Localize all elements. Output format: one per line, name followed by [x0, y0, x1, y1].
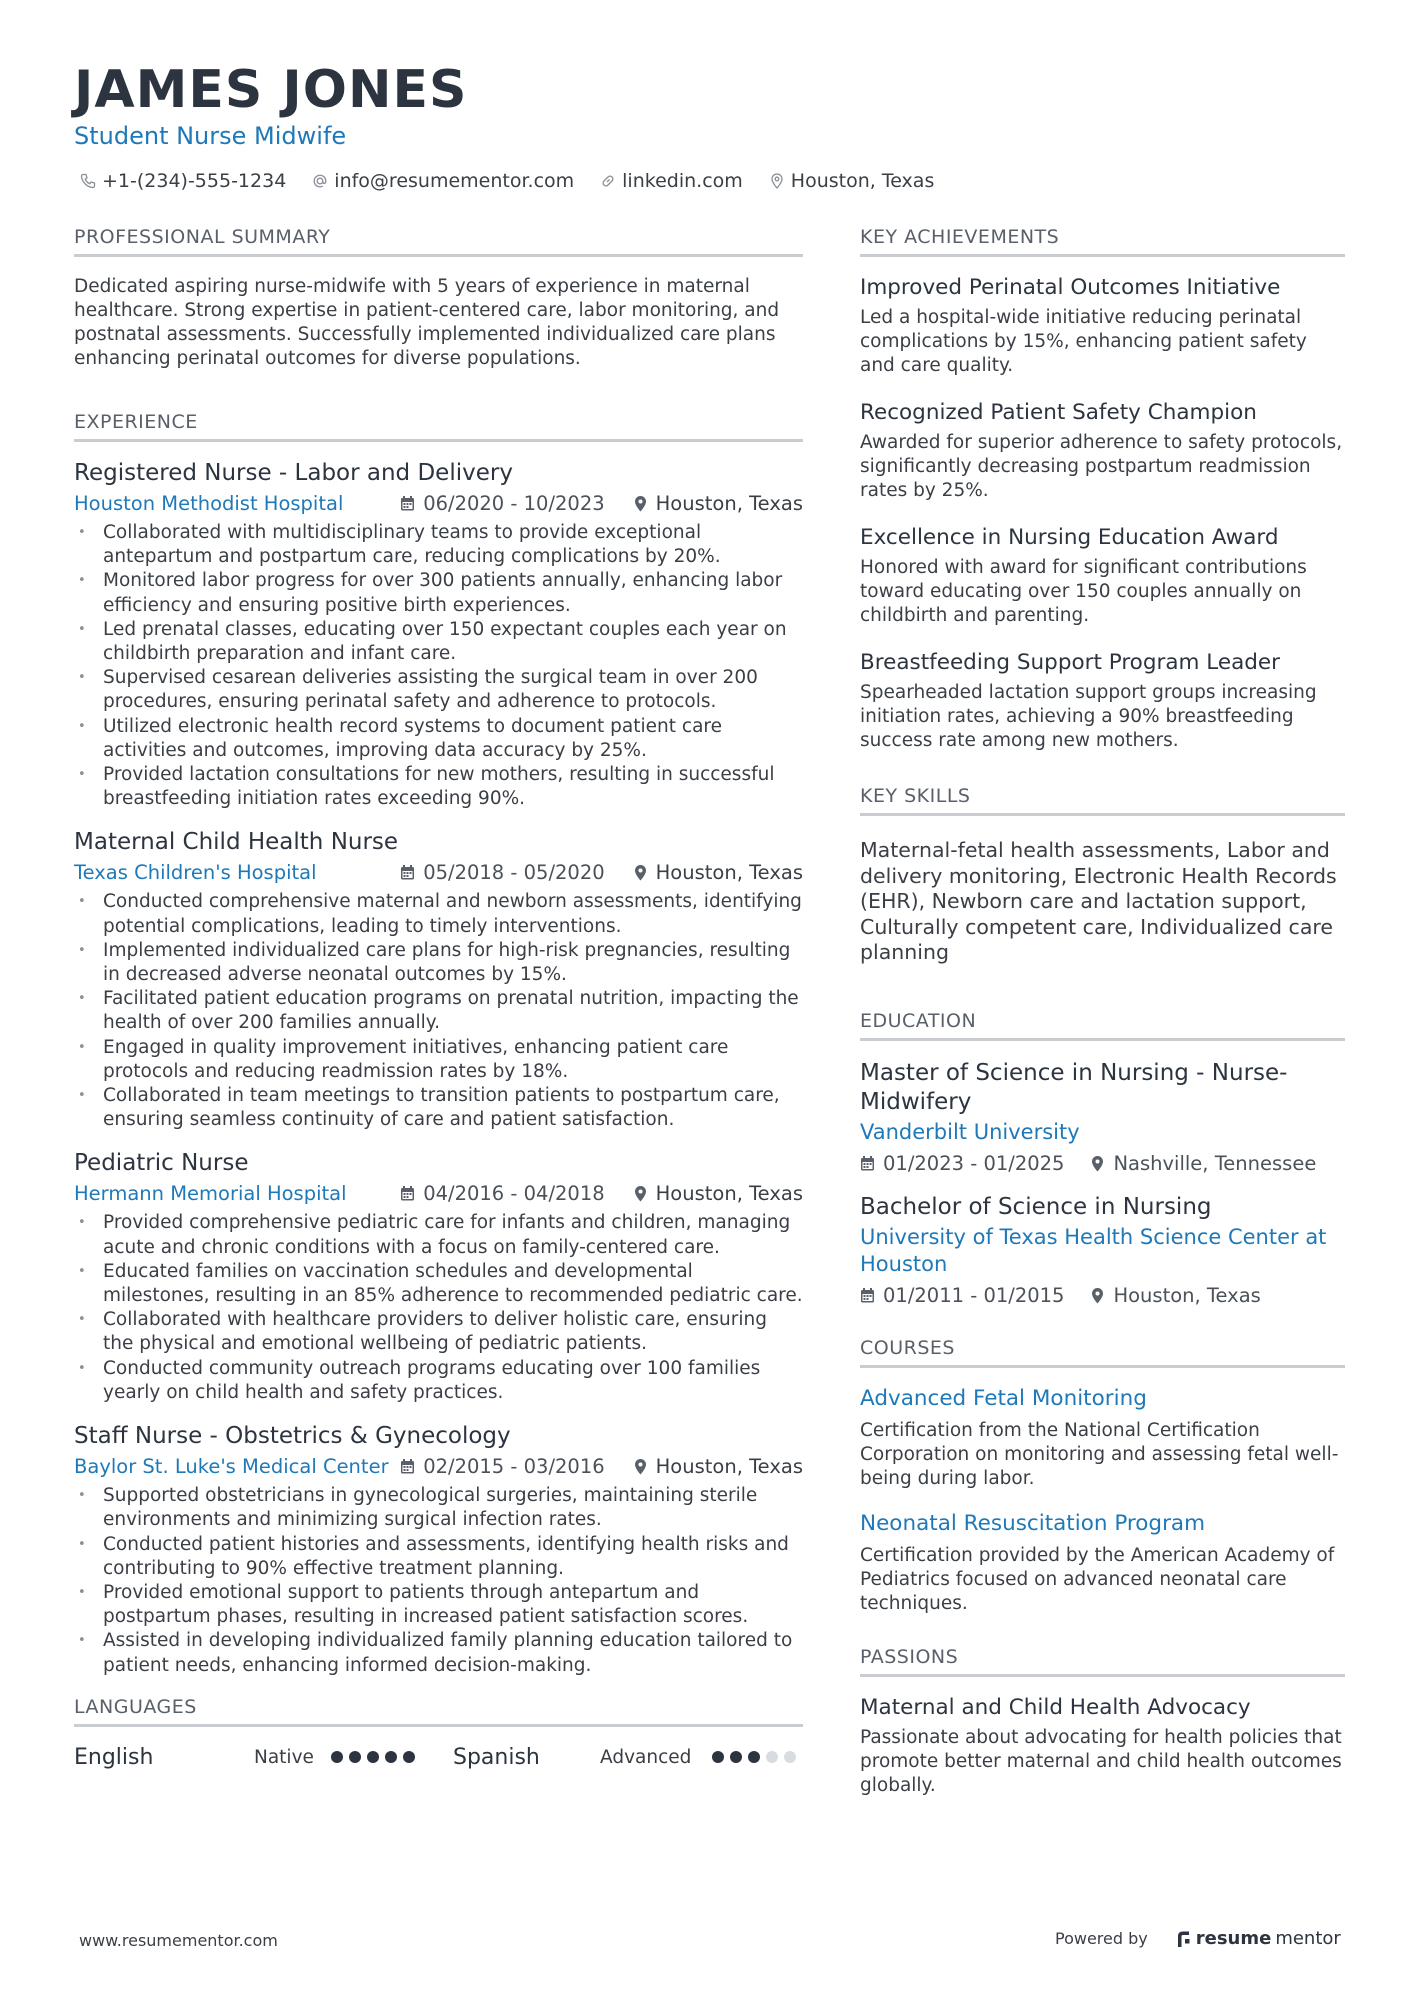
achievement-item [860, 400, 1345, 503]
rating-dot [331, 1751, 343, 1763]
rating-dot [367, 1751, 379, 1763]
passion-desc: Passionate about advocating for health policies that promote better maternal and child health outcomes globally. [860, 1726, 1342, 1796]
section-title-skills: KEY SKILLS [860, 785, 1345, 816]
language-level: Native [254, 1746, 314, 1768]
job-meta [74, 1455, 803, 1478]
section-title-education: EDUCATION [860, 1010, 1345, 1041]
footer-website[interactable]: www.resumementor.com [79, 1931, 278, 1950]
experience-item [74, 1423, 803, 1678]
calendar-icon [860, 1287, 875, 1304]
calendar-icon [860, 1155, 875, 1172]
calendar-icon [400, 495, 415, 512]
course-desc: Certification provided by the American Academy of Pediatrics focused on advanced neonatal care techniques. [860, 1544, 1335, 1614]
job-bullet: • Collaborated in team meetings to transition patients to postpartum care, ensuring seamless continuity of care and patient satisfaction. [74, 1084, 803, 1132]
job-bullet: • Conducted patient histories and assessments, identifying health risks and contributing to 90% effective treatment planning. [74, 1533, 803, 1581]
education-school[interactable]: Vanderbilt University [860, 1119, 1080, 1144]
job-dates-text: 05/2018 - 05/2020 [423, 861, 605, 885]
achievement-item [860, 525, 1345, 628]
rating-dot [748, 1751, 760, 1763]
education-list [860, 1059, 1345, 1307]
course-title[interactable]: Advanced Fetal Monitoring [860, 1385, 1147, 1411]
job-location-text: Houston, Texas [655, 492, 803, 515]
passion-title: Maternal and Child Health Advocacy [860, 1694, 1251, 1720]
job-bullet: • Supported obstetricians in gynecological surgeries, maintaining sterile environments and minimizing surgical infection rates. [74, 1484, 803, 1532]
job-meta [74, 1182, 803, 1205]
education-location [1090, 1152, 1316, 1175]
achievements-list [860, 275, 1345, 753]
at-icon [312, 173, 328, 189]
brand-logo-icon [1176, 1930, 1192, 1948]
language-level: Advanced [600, 1746, 692, 1768]
link-icon [600, 173, 616, 189]
powered-by-text: Powered by [1055, 1929, 1148, 1948]
job-location-text: Houston, Texas [655, 861, 803, 885]
passions-list [860, 1695, 1345, 1798]
contact-linkedin[interactable] [600, 170, 743, 192]
job-bullet: • Monitored labor progress for over 300 patients annually, enhancing labor efficiency and ensuring positive birth experiences. [74, 569, 803, 617]
job-bullet: • Led prenatal classes, educating over 150 expectant couples each year on childbirth preparation and infant care. [74, 618, 803, 666]
achievement-item [860, 650, 1345, 753]
job-dates-text: 02/2015 - 03/2016 [423, 1455, 605, 1479]
job-bullet: • Supervised cesarean deliveries assisting the surgical team in over 200 procedures, ensuring perinatal safety and adherence to protocols. [74, 666, 803, 714]
education-meta [860, 1152, 1345, 1175]
rating-dot [784, 1751, 796, 1763]
job-company[interactable]: Houston Methodist Hospital [74, 492, 344, 515]
job-company[interactable]: Baylor St. Luke's Medical Center [74, 1455, 389, 1479]
rating-dot [766, 1751, 778, 1763]
job-bullet: • Collaborated with multidisciplinary teams to provide exceptional antepartum and postpartum care, reducing complications by 20%. [74, 521, 803, 569]
job-location [633, 1182, 803, 1205]
right-column [860, 226, 1345, 1798]
achievement-item [860, 275, 1345, 378]
job-location-text: Houston, Texas [655, 1455, 803, 1479]
phone-icon [80, 173, 96, 189]
education-item [860, 1059, 1345, 1175]
section-title-achievements: KEY ACHIEVEMENTS [860, 226, 1345, 257]
job-title: Pediatric Nurse [74, 1150, 249, 1177]
left-column [74, 226, 803, 1770]
calendar-icon [400, 1185, 415, 1202]
contact-phone[interactable] [80, 170, 286, 192]
rating-dot [349, 1751, 361, 1763]
map-pin-icon [633, 1458, 648, 1475]
rating-dot [712, 1751, 724, 1763]
courses-list [860, 1386, 1345, 1616]
achievement-title: Improved Perinatal Outcomes Initiative [860, 275, 1281, 300]
achievement-title: Breastfeeding Support Program Leader [860, 650, 1280, 675]
language-name: Spanish [453, 1744, 540, 1770]
achievement-title: Recognized Patient Safety Champion [860, 400, 1257, 425]
languages-list [74, 1745, 803, 1770]
achievement-desc: Led a hospital-wide initiative reducing perinatal complications by 15%, enhancing patient safety and care quality. [860, 307, 1307, 376]
experience-item [74, 829, 803, 1132]
job-bullet: • Educated families on vaccination schedules and developmental milestones, resulting in an 85% adherence to recommended pediatric care. [74, 1260, 803, 1308]
education-dates-text: 01/2011 - 01/2015 [883, 1283, 1065, 1307]
education-dates [860, 1284, 1064, 1307]
experience-list [74, 460, 803, 1678]
job-location-text: Houston, Texas [655, 1182, 803, 1206]
contact-email[interactable] [312, 170, 574, 192]
achievement-desc: Honored with award for significant contributions toward educating over 150 couples annually on childbirth and parenting. [860, 557, 1307, 626]
candidate-role: Student Nurse Midwife [74, 122, 347, 150]
job-bullet: • Collaborated with healthcare providers to deliver holistic care, ensuring the physical and emotional wellbeing of pediatric patients. [74, 1308, 803, 1356]
job-bullets [74, 1211, 803, 1405]
skills-text: Maternal-fetal health assessments, Labor and delivery monitoring, Electronic Health Records (EHR), Newborn care and lactation support, Culturally competent care, Individualized care planning [860, 838, 1337, 964]
map-pin-icon [1090, 1287, 1105, 1304]
education-item [860, 1193, 1345, 1307]
education-dates-text: 01/2023 - 01/2025 [883, 1151, 1065, 1175]
section-title-experience: EXPERIENCE [74, 411, 803, 442]
course-desc: Certification from the National Certification Corporation on monitoring and assessing fetal well-being during labor. [860, 1419, 1339, 1489]
job-title: Registered Nurse - Labor and Delivery [74, 460, 513, 486]
job-location [633, 1455, 803, 1478]
course-title[interactable]: Neonatal Resuscitation Program [860, 1510, 1206, 1536]
job-bullets [74, 890, 803, 1132]
section-title-languages: LANGUAGES [74, 1696, 803, 1727]
job-dates [400, 861, 604, 884]
course-item [860, 1511, 1345, 1616]
education-location-text: Houston, Texas [1113, 1283, 1261, 1307]
job-bullet: • Conducted comprehensive maternal and newborn assessments, identifying potential complications, leading to timely interventions. [74, 890, 803, 938]
job-bullet: • Provided comprehensive pediatric care for infants and children, managing acute and chronic conditions with a focus on family-centered care. [74, 1211, 803, 1259]
language-rating [712, 1751, 796, 1763]
passion-item [860, 1695, 1345, 1798]
map-pin-icon [769, 173, 785, 189]
job-dates-text: 06/2020 - 10/2023 [423, 492, 605, 515]
email-text: info@resumementor.com [334, 170, 575, 192]
experience-item [74, 1150, 803, 1405]
job-company[interactable]: Texas Children's Hospital [74, 861, 317, 885]
job-bullet: • Implemented individualized care plans for high-risk pregnancies, resulting in decreased adverse neonatal outcomes by 15%. [74, 939, 803, 987]
calendar-icon [400, 1458, 415, 1475]
education-school[interactable]: University of Texas Health Science Center at Houston [860, 1224, 1327, 1276]
calendar-icon [400, 864, 415, 881]
job-dates-text: 04/2016 - 04/2018 [423, 1182, 605, 1206]
job-title: Maternal Child Health Nurse [74, 829, 399, 856]
contact-location [769, 170, 935, 192]
job-dates [400, 492, 604, 515]
phone-text: +1-(234)-555-1234 [102, 170, 287, 192]
section-title-passions: PASSIONS [860, 1646, 1345, 1677]
job-bullet: • Provided lactation consultations for new mothers, resulting in successful breastfeeding initiation rates exceeding 90%. [74, 763, 803, 811]
rating-dot [385, 1751, 397, 1763]
job-bullet: • Assisted in developing individualized family planning education tailored to patient needs, enhancing informed decision-making. [74, 1629, 803, 1677]
job-dates [400, 1182, 604, 1205]
education-location-text: Nashville, Tennessee [1113, 1151, 1317, 1175]
map-pin-icon [633, 1185, 648, 1202]
language-name: English [74, 1744, 154, 1770]
rating-dot [730, 1751, 742, 1763]
map-pin-icon [1090, 1155, 1105, 1172]
job-location [633, 861, 803, 884]
job-bullet: • Utilized electronic health record systems to document patient care activities and outcomes, improving data accuracy by 25%. [74, 715, 803, 763]
job-location [633, 492, 803, 515]
rating-dot [403, 1751, 415, 1763]
job-bullet: • Provided emotional support to patients through antepartum and postpartum phases, resulting in increased patient satisfaction scores. [74, 1581, 803, 1629]
job-company[interactable]: Hermann Memorial Hospital [74, 1182, 347, 1206]
location-text: Houston, Texas [790, 170, 935, 192]
job-bullet: • Engaged in quality improvement initiatives, enhancing patient care protocols and reducing readmission rates by 18%. [74, 1036, 803, 1084]
education-meta [860, 1284, 1345, 1307]
map-pin-icon [633, 864, 648, 881]
education-dates [860, 1152, 1064, 1175]
education-degree: Master of Science in Nursing - Nurse-Midwifery [860, 1059, 1288, 1115]
achievement-desc: Awarded for superior adherence to safety protocols, significantly decreasing postpartum readmission rates by 25%. [860, 432, 1343, 501]
education-degree: Bachelor of Science in Nursing [860, 1193, 1212, 1220]
map-pin-icon [633, 495, 648, 512]
job-bullets [74, 521, 803, 811]
education-location [1090, 1284, 1260, 1307]
job-bullet: • Facilitated patient education programs on prenatal nutrition, impacting the health of over 200 families annually. [74, 987, 803, 1035]
brand-name-light: mentor [1275, 1928, 1341, 1949]
section-title-courses: COURSES [860, 1337, 1345, 1368]
achievement-title: Excellence in Nursing Education Award [860, 525, 1279, 550]
job-title: Staff Nurse - Obstetrics & Gynecology [74, 1423, 511, 1450]
job-bullets [74, 1484, 803, 1678]
job-bullet: • Conducted community outreach programs educating over 100 families yearly on child health and safety practices. [74, 1357, 803, 1405]
job-meta [74, 861, 803, 884]
footer-powered [1055, 1928, 1341, 1949]
brand-name-bold: resume [1195, 1928, 1272, 1949]
achievement-desc: Spearheaded lactation support groups increasing initiation rates, achieving a 90% breastfeeding success rate among new mothers. [860, 682, 1317, 751]
course-item [860, 1386, 1345, 1491]
experience-item [74, 460, 803, 811]
section-title-summary: PROFESSIONAL SUMMARY [74, 226, 803, 257]
linkedin-text: linkedin.com [622, 170, 743, 192]
job-dates [400, 1455, 604, 1478]
language-rating [331, 1751, 415, 1763]
brand-logo[interactable] [1176, 1928, 1341, 1949]
contact-bar [80, 170, 934, 192]
candidate-name: JAMES JONES [74, 60, 468, 120]
job-meta [74, 492, 803, 515]
summary-text: Dedicated aspiring nurse-midwife with 5 years of experience in maternal healthcare. Strong expertise in patient-centered care, labor monitoring, and postnatal assessments. Successfully implemented individualized care plans enhancing perinatal outcomes for diverse populations. [74, 276, 780, 369]
